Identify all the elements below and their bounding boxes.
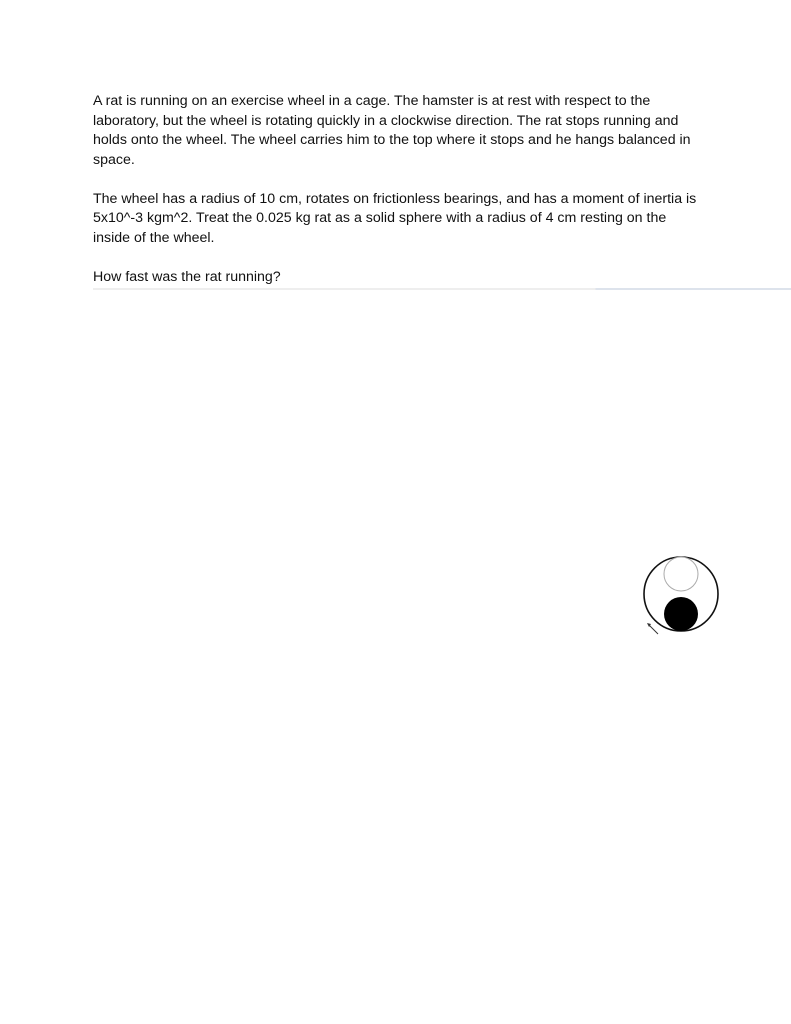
problem-paragraph-2: The wheel has a radius of 10 cm, rotates on frictionless bearings, and has a moment of inertia is 5x10^-3 kgm^2. Treat the 0.025 kg rat as a solid sphere with a radius of 4 cm resting on the inside of the wheel.: [93, 190, 697, 246]
rat-at-top: [664, 557, 698, 591]
problem-question: How fast was the rat running?: [93, 268, 281, 285]
problem-text: [93, 92, 705, 287]
rotation-arrow-icon: [647, 623, 658, 634]
rat-at-bottom: [664, 597, 698, 631]
separator-line: [93, 288, 791, 290]
problem-paragraph-1: A rat is running on an exercise wheel in a cage. The hamster is at rest with respect to the laboratory, but the wheel is rotating quickly in a clockwise direction. The rat stops running and holds onto the wheel. The wheel carries him to the top where it stops and he hangs balanced in space.: [93, 93, 691, 168]
wheel-diagram: [640, 552, 724, 636]
